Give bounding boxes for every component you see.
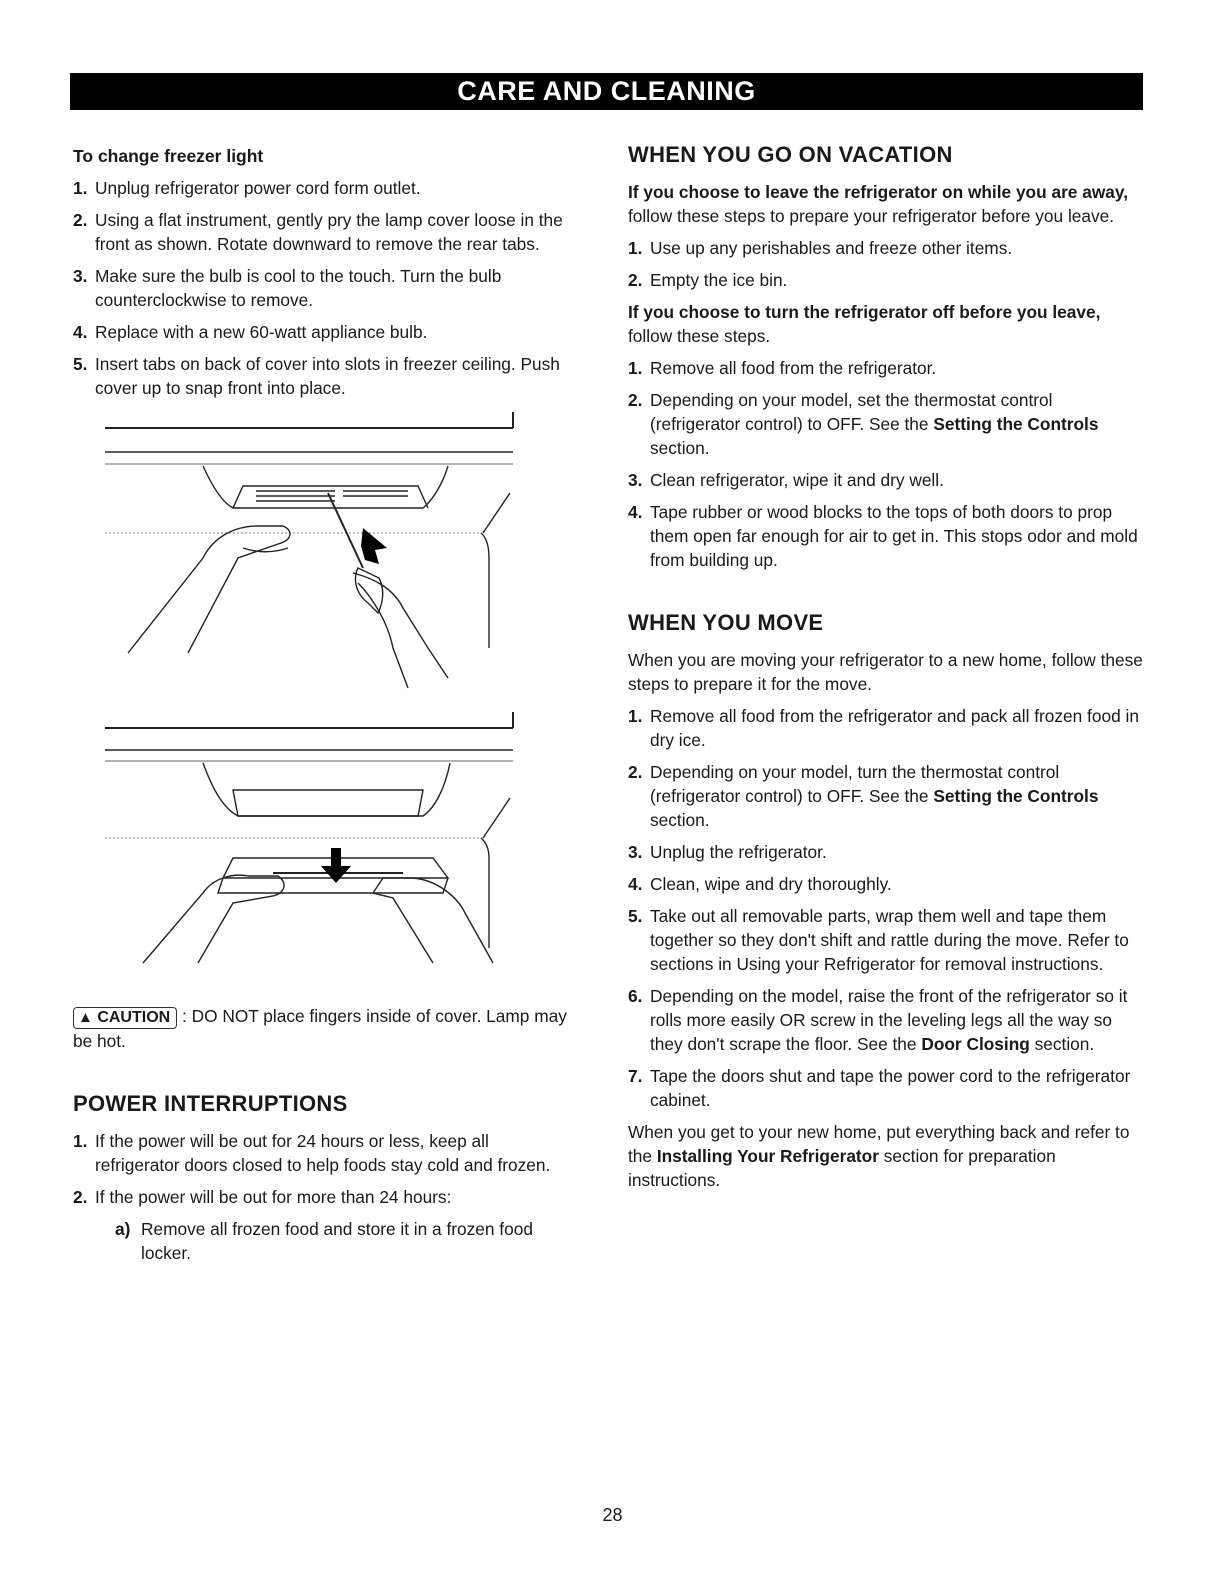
remove-lamp-cover-illustration [73, 698, 578, 998]
list-item [628, 904, 1143, 976]
section-reference: Door Closing [921, 1034, 1030, 1054]
list-item [628, 1064, 1143, 1112]
section-reference: Setting the Controls [933, 786, 1099, 806]
step-text: Remove all food from the refrigerator and pack all frozen food in dry ice. [650, 706, 1139, 750]
step-number: 2. [73, 210, 88, 230]
list-item [73, 176, 578, 200]
step-number: 2. [628, 270, 643, 290]
move-intro: When you are moving your refrigerator to a new home, follow these steps to prepare it for the move. [628, 650, 1143, 694]
freezer-light-steps [73, 176, 578, 400]
list-item [73, 264, 578, 312]
step-text: section. [650, 810, 710, 830]
step-number: 4. [628, 874, 643, 894]
step-text: section. [650, 438, 710, 458]
step-text: If the power will be out for more than 24 hours: [95, 1187, 452, 1207]
step-number: 1. [628, 358, 643, 378]
step-text: Unplug refrigerator power cord form outlet. [95, 178, 421, 198]
list-item [628, 236, 1143, 260]
move-steps [628, 704, 1143, 1112]
section-reference: Installing Your Refrigerator [656, 1146, 879, 1166]
step-text: If the power will be out for 24 hours or less, keep all refrigerator doors closed to help foods stay cold and frozen. [95, 1131, 551, 1175]
caution-text: : DO NOT place fingers inside of cover. Lamp may be hot. [73, 1006, 567, 1051]
list-item [628, 500, 1143, 572]
step-text: Depending on your model, set the thermostat control (refrigerator control) to OFF. See the [650, 390, 1053, 434]
page-number: 28 [602, 1505, 623, 1525]
lead-text: follow these steps. [628, 326, 771, 346]
vacation-lead-off [628, 300, 1143, 348]
move-heading: WHEN YOU MOVE [628, 610, 824, 635]
step-text: Tape rubber or wood blocks to the tops of both doors to prop them open far enough for air to get in. This stops odor and mold from building up. [650, 502, 1138, 570]
step-text: Replace with a new 60-watt appliance bulb. [95, 322, 428, 342]
step-text: Depending on your model, turn the thermostat control (refrigerator control) to OFF. See the [650, 762, 1060, 806]
step-number: 5. [73, 354, 88, 374]
step-text: Insert tabs on back of cover into slots in freezer ceiling. Push cover up to snap front into place. [95, 354, 560, 398]
section-reference: Setting the Controls [933, 414, 1099, 434]
move-outro [628, 1120, 1143, 1192]
step-text: Take out all removable parts, wrap them well and tape them together so they don't shift and rattle during the move. Refer to sections in Using your Refrigerator for removal instructions. [650, 906, 1129, 974]
step-number: 1. [73, 1131, 88, 1151]
step-number: 2. [628, 762, 643, 782]
sub-list-item [95, 1217, 578, 1265]
step-text: Clean, wipe and dry thoroughly. [650, 874, 892, 894]
step-number: 7. [628, 1066, 643, 1086]
vacation-heading: WHEN YOU GO ON VACATION [628, 142, 953, 167]
step-number: 4. [73, 322, 88, 342]
step-number: 1. [628, 238, 643, 258]
step-number: 5. [628, 906, 643, 926]
caution-label: CAUTION [97, 1009, 171, 1026]
list-item [628, 268, 1143, 292]
pry-lamp-cover-illustration [73, 408, 578, 698]
step-number: 3. [628, 470, 643, 490]
step-text: Clean refrigerator, wipe it and dry well. [650, 470, 944, 490]
step-number: 4. [628, 502, 643, 522]
step-text: Empty the ice bin. [650, 270, 788, 290]
list-item [628, 760, 1143, 832]
list-item [628, 388, 1143, 460]
caution-note [73, 1004, 578, 1053]
list-item [73, 320, 578, 344]
freezer-light-heading: To change freezer light [73, 146, 264, 166]
step-text: Make sure the bulb is cool to the touch. Turn the bulb counterclockwise to remove. [95, 266, 502, 310]
power-interruptions-heading: POWER INTERRUPTIONS [73, 1091, 348, 1116]
step-number: 3. [73, 266, 88, 286]
caution-badge [73, 1007, 177, 1029]
step-text: Tape the doors shut and tape the power cord to the refrigerator cabinet. [650, 1066, 1131, 1110]
step-text: Remove all food from the refrigerator. [650, 358, 937, 378]
list-item [73, 1185, 578, 1265]
right-column [628, 140, 1143, 1200]
list-item [628, 704, 1143, 752]
vacation-off-steps [628, 356, 1143, 572]
lead-text: follow these steps to prepare your refrigerator before you leave. [628, 206, 1115, 226]
list-item [628, 984, 1143, 1056]
step-number: 3. [628, 842, 643, 862]
list-item [73, 1129, 578, 1177]
step-text: Use up any perishables and freeze other items. [650, 238, 1013, 258]
list-item [628, 468, 1143, 492]
step-number: 1. [628, 706, 643, 726]
list-item [628, 356, 1143, 380]
lead-bold: If you choose to leave the refrigerator on while you are away, [628, 182, 1129, 202]
list-item [628, 872, 1143, 896]
step-number: 1. [73, 178, 88, 198]
step-number: 2. [73, 1187, 88, 1207]
list-item [73, 352, 578, 400]
list-item [628, 840, 1143, 864]
step-number: 2. [628, 390, 643, 410]
outro-text: When you get to your new home, put everything back and refer to the [628, 1122, 1130, 1166]
power-steps [73, 1129, 578, 1265]
left-column [73, 140, 578, 1273]
step-text: Depending on the model, raise the front of the refrigerator so it rolls more easily OR screw in the leveling legs all the way so they don't scrape the floor. See the [650, 986, 1128, 1054]
step-text: section. [1029, 1034, 1095, 1054]
list-item [73, 208, 578, 256]
warning-triangle-icon: ▲ [78, 1009, 93, 1026]
lead-bold: If you choose to turn the refrigerator off before you leave, [628, 302, 1101, 322]
step-text: Unplug the refrigerator. [650, 842, 827, 862]
sub-step-text: Remove all frozen food and store it in a frozen food locker. [141, 1219, 533, 1263]
step-number: 6. [628, 986, 643, 1006]
vacation-on-steps [628, 236, 1143, 292]
section-banner: CARE AND CLEANING [70, 73, 1143, 110]
sub-step-label: a) [115, 1219, 131, 1239]
vacation-lead-on [628, 180, 1143, 228]
outro-text: section for preparation instructions. [628, 1146, 1056, 1190]
step-text: Using a flat instrument, gently pry the lamp cover loose in the front as shown. Rotate downward to remove the rear tabs. [95, 210, 563, 254]
